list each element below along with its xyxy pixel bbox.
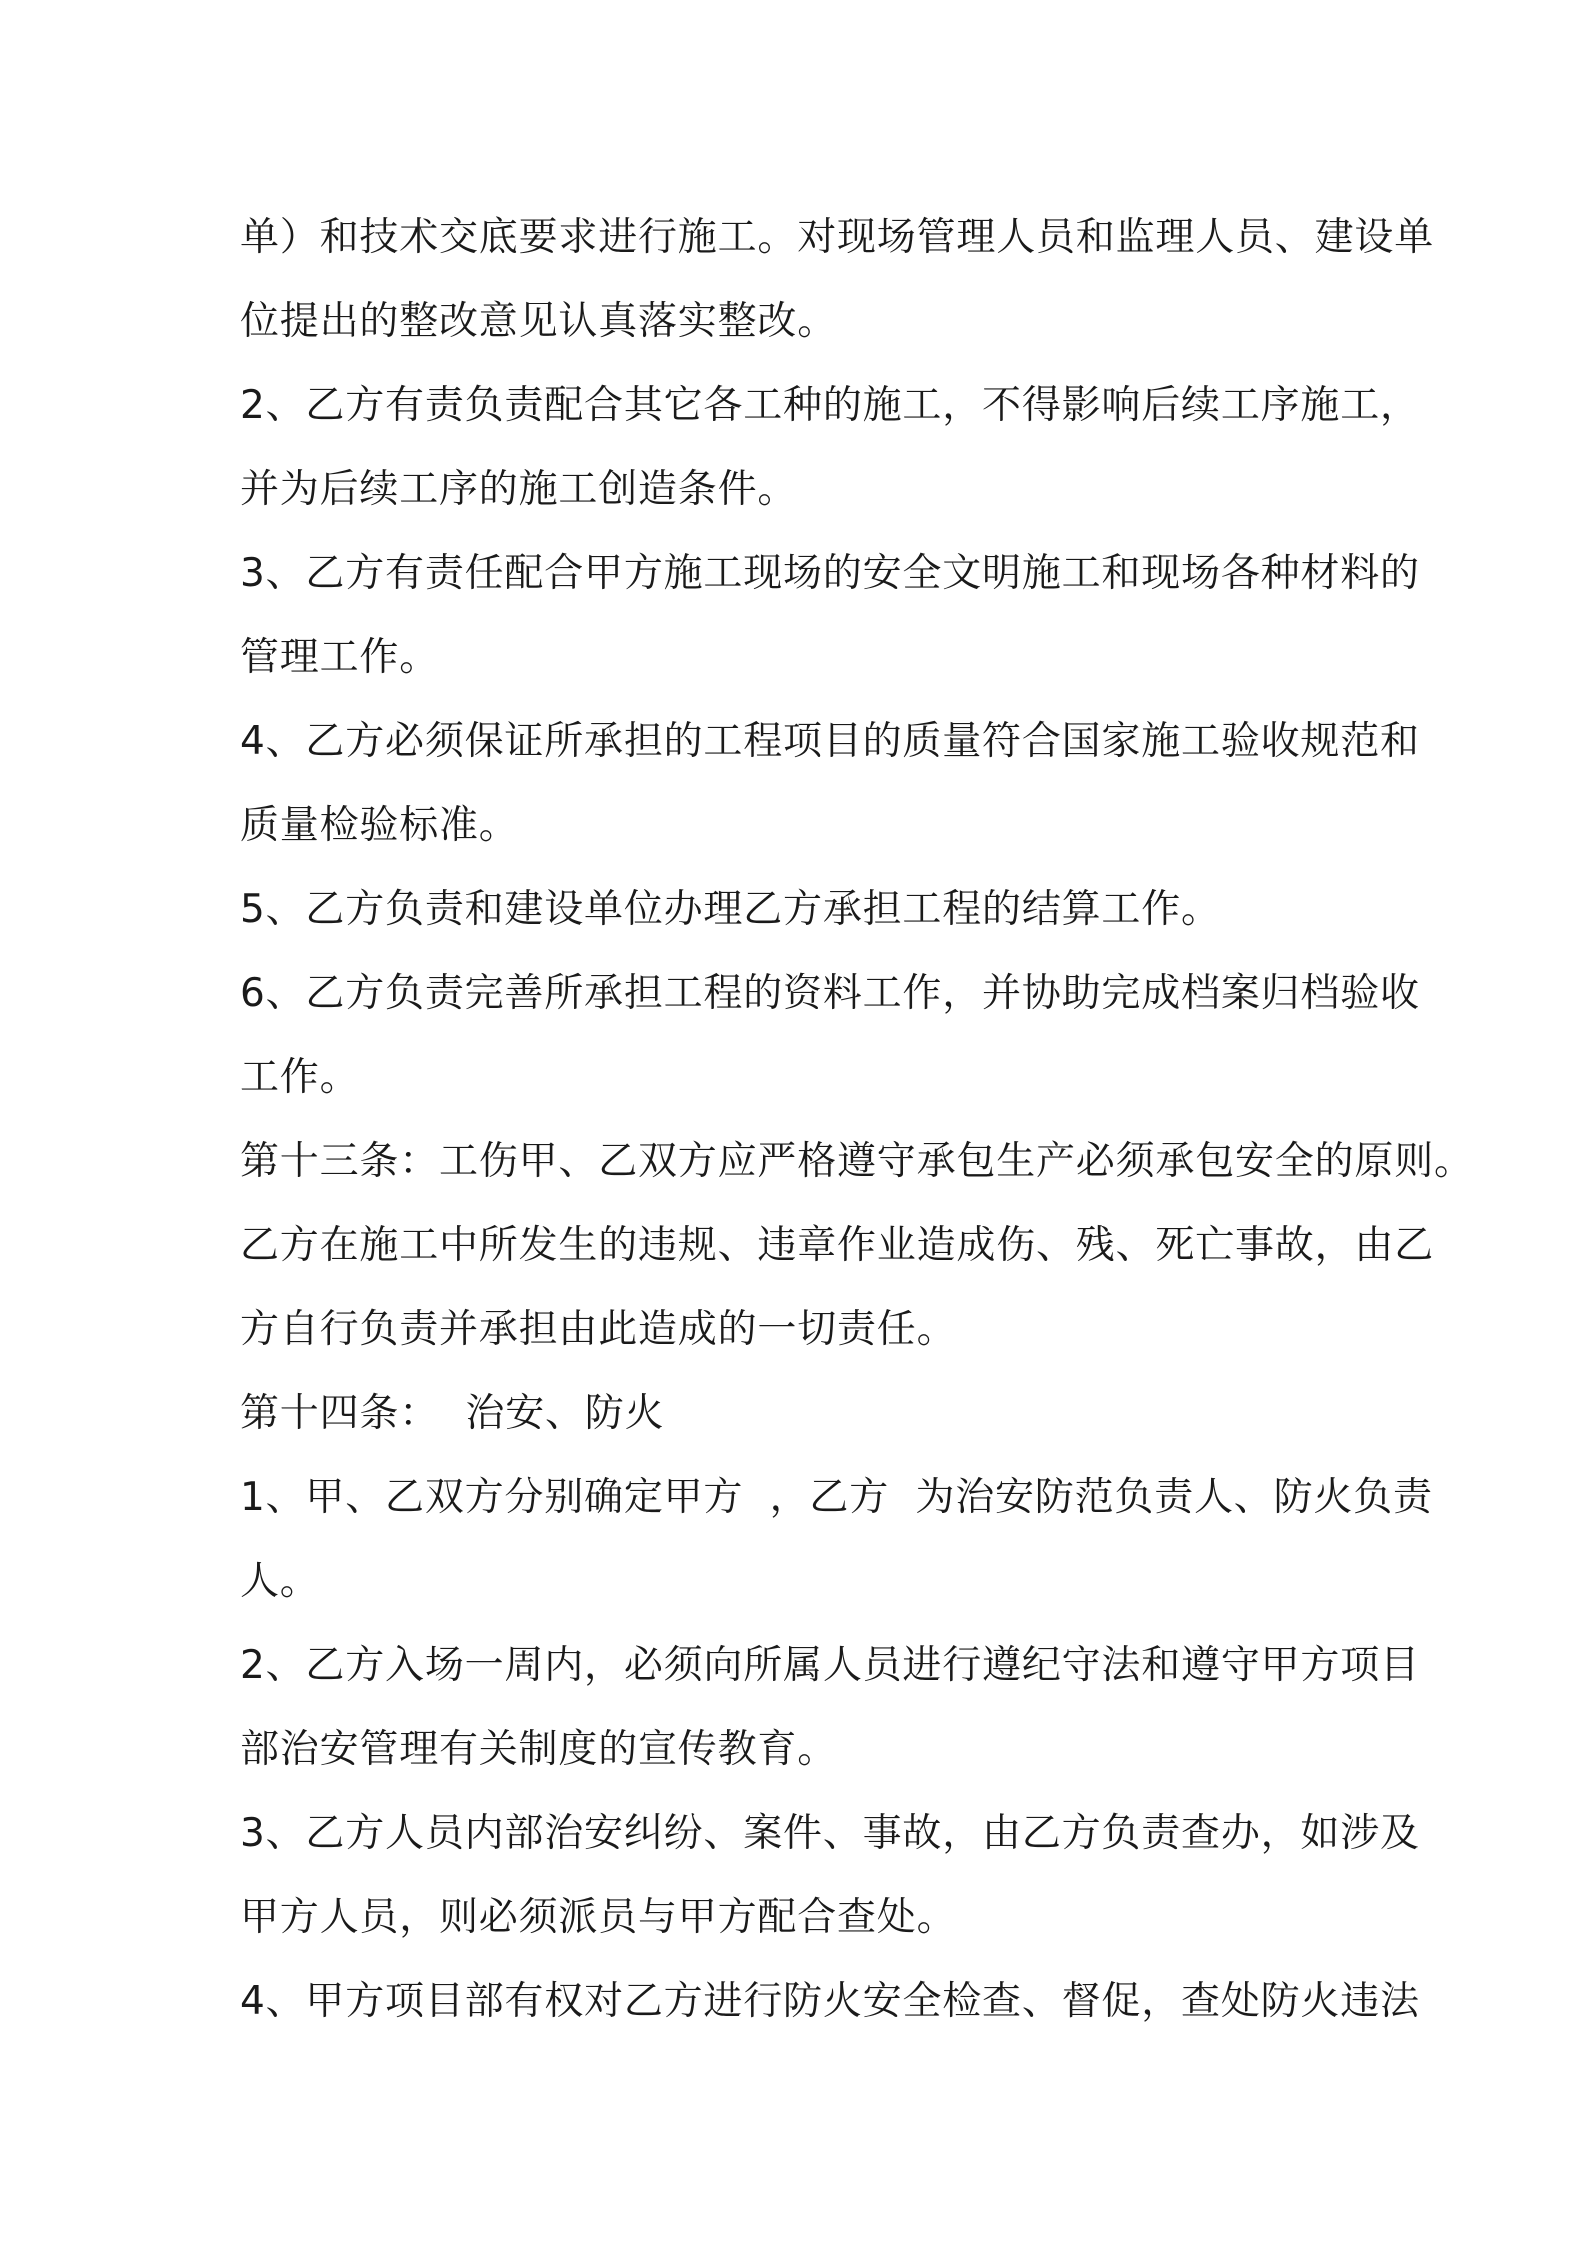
text-line: 管理工作。 [240, 635, 440, 680]
document-body [240, 196, 1474, 2044]
text-line: 工作。 [240, 1055, 360, 1100]
text-line: 位提出的整改意见认真落实整改。 [240, 299, 838, 344]
text-line: 方自行负责并承担由此造成的一切责任。 [240, 1307, 957, 1352]
text-line: 质量检验标准。 [240, 803, 519, 848]
text-line: 甲方人员，则必须派员与甲方配合查处。 [240, 1895, 957, 1940]
text-line: 乙方在施工中所发生的违规、违章作业造成伤、残、死亡事故，由乙 [240, 1223, 1435, 1268]
section-heading-13: 第十三条：工伤甲、乙双方应严格遵守承包生产必须承包安全的原则。 [240, 1139, 1474, 1184]
text-line: 1、甲、乙双方分别确定甲方 ，乙方 为治安防范负责人、防火负责 [240, 1475, 1433, 1520]
text-line: 并为后续工序的施工创造条件。 [240, 467, 798, 512]
text-line: 6、乙方负责完善所承担工程的资料工作，并协助完成档案归档验收 [240, 971, 1420, 1016]
section-heading-14: 第十四条： 治安、防火 [240, 1391, 665, 1436]
text-line: 人。 [240, 1559, 320, 1604]
text-line: 2、乙方有责负责配合其它各工种的施工，不得影响后续工序施工， [240, 383, 1420, 428]
text-line: 4、甲方项目部有权对乙方进行防火安全检查、督促，查处防火违法 [240, 1979, 1420, 2024]
text-line: 4、乙方必须保证所承担的工程项目的质量符合国家施工验收规范和 [240, 719, 1420, 764]
text-line: 3、乙方人员内部治安纠纷、案件、事故，由乙方负责查办，如涉及 [240, 1811, 1420, 1856]
text-line: 3、乙方有责任配合甲方施工现场的安全文明施工和现场各种材料的 [240, 551, 1420, 596]
text-line: 部治安管理有关制度的宣传教育。 [240, 1727, 838, 1772]
text-line: 5、乙方负责和建设单位办理乙方承担工程的结算工作。 [240, 887, 1221, 932]
text-line: 2、乙方入场一周内，必须向所属人员进行遵纪守法和遵守甲方项目 [240, 1643, 1420, 1688]
text-line: 单）和技术交底要求进行施工。对现场管理人员和监理人员、建设单 [240, 215, 1435, 260]
